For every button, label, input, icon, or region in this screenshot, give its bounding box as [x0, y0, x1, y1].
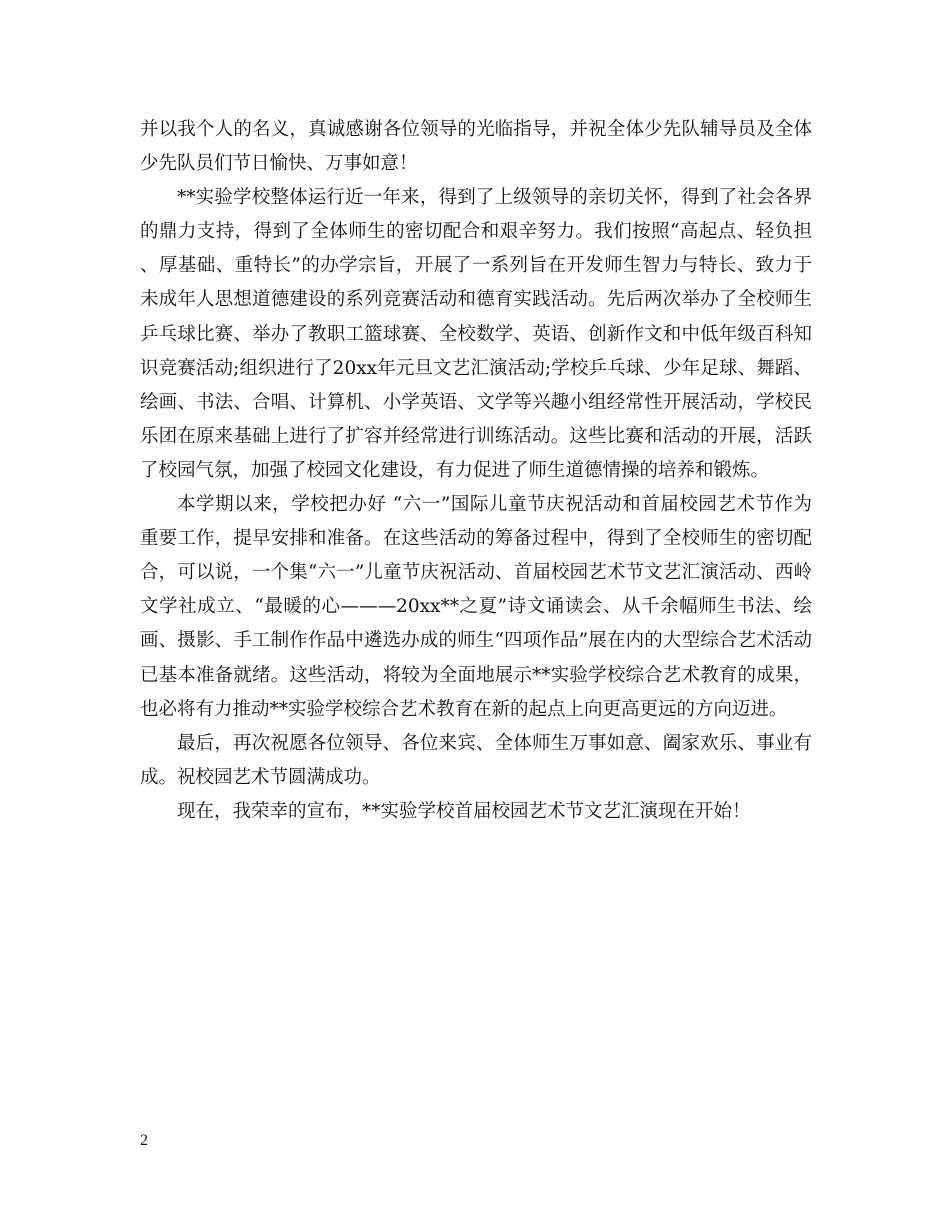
document-body — [140, 113, 812, 829]
page-number: 2 — [140, 1132, 148, 1149]
paragraph-final-wishes: 最后，再次祝愿各位领导、各位来宾、全体师生万事如意、阖家欢乐、事业有成。祝校园艺术节圆满成功。 — [140, 732, 812, 788]
paragraph-semester-activities: 本学期以来，学校把办好 “六一”国际儿童节庆祝活动和首届校园艺术节作为重要工作，提早安排和准备。在这些活动的筹备过程中，得到了全校师生的密切配合，可以说，一个集“六一”儿童节庆祝活动、首届校园艺术节文艺汇演活动、西岭文学社成立、“最暖的心———20xx**之夏”诗文诵读会、从千余幅师生书法、绘画、摄影、手工制作作品中遴选办成的师生“四项作品”展在内的大型综合艺术活动已基本准备就绪。这些活动，将较为全面地展示**实验学校综合艺术教育的成果，也必将有力推动**实验学校综合艺术教育在新的起点上向更高更远的方向迈进。 — [140, 494, 812, 720]
paragraph-opening-announcement: 现在，我荣幸的宣布，**实验学校首届校园艺术节文艺汇演现在开始！ — [177, 800, 751, 822]
paragraph-school-achievements: **实验学校整体运行近一年来，得到了上级领导的亲切关怀，得到了社会各界的鼎力支持，得到了全体师生的密切配合和艰辛努力。我们按照“高起点、轻负担、厚基础、重特长”的办学宗旨，开展了一系列旨在开发师生智力与特长、致力于未成年人思想道德建设的系列竞赛活动和德育实践活动。先后两次举办了全校师生乒乓球比赛、举办了教职工篮球赛、全校数学、英语、创新作文和中低年级百科知识竞赛活动;组织进行了20xx年元旦文艺汇演活动;学校乒乓球、少年足球、舞蹈、绘画、书法、合唱、计算机、小学英语、文学等兴趣小组经常性开展活动，学校民乐团在原来基础上进行了扩容并经常进行训练活动。这些比赛和活动的开展，活跃了校园气氛，加强了校园文化建设，有力促进了师生道德情操的培养和锻炼。 — [140, 187, 812, 481]
paragraph-closing-thanks: 并以我个人的名义，真诚感谢各位领导的光临指导，并祝全体少先队辅导员及全体少先队员们节日愉快、万事如意！ — [140, 119, 812, 175]
